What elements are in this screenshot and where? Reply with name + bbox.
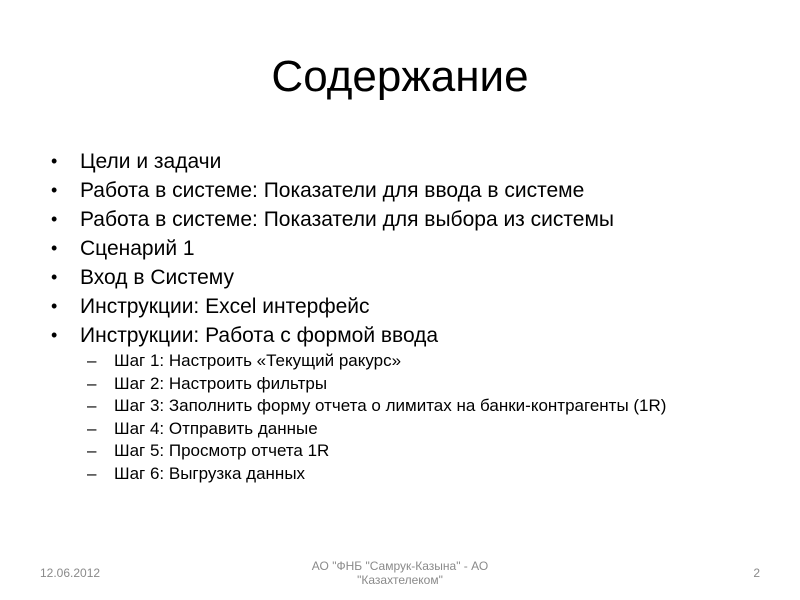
bullet-icon: • — [51, 267, 58, 287]
footer-organization-line-1: АО "ФНБ "Самрук-Казына" - АО — [311, 559, 489, 573]
sub-bullet-text: Шаг 5: Просмотр отчета 1R — [114, 441, 330, 460]
bullet-text: Цели и задачи — [80, 150, 222, 173]
sub-bullet-step-4 — [40, 418, 734, 441]
sub-bullet-step-2 — [40, 373, 734, 396]
bullet-icon: • — [51, 325, 58, 345]
bullet-icon: • — [51, 296, 58, 316]
bullet-icon: • — [51, 151, 58, 171]
dash-icon: – — [87, 418, 97, 438]
bullet-item-excel-instructions — [40, 292, 760, 321]
slide-title: Содержание — [271, 52, 529, 101]
sub-bullet-list — [40, 350, 760, 485]
bullet-item-input-indicators — [40, 176, 760, 205]
bullet-item-goals — [40, 147, 760, 176]
sub-bullet-text: Шаг 4: Отправить данные — [114, 418, 318, 438]
bullet-text: Работа в системе: Показатели для выбора из системы — [80, 208, 614, 231]
bullet-list — [40, 147, 760, 350]
bullet-item-form-instructions — [40, 321, 760, 350]
bullet-text: Сценарий 1 — [80, 237, 195, 260]
footer-date: 12.06.2012 — [40, 566, 101, 580]
dash-icon: – — [87, 463, 97, 483]
sub-bullet-step-3 — [40, 395, 734, 418]
bullet-icon: • — [51, 238, 58, 258]
dash-icon: – — [87, 373, 97, 393]
sub-bullet-text: Шаг 6: Выгрузка данных — [114, 463, 306, 483]
bullet-item-selection-indicators — [40, 205, 760, 234]
bullet-text: Работа в системе: Показатели для ввода в системе — [80, 179, 585, 202]
bullet-text: Инструкции: Работа с формой ввода — [80, 324, 439, 347]
bullet-text: Инструкции: Excel интерфейс — [80, 295, 370, 318]
footer-organization — [300, 559, 500, 600]
bullet-item-login — [40, 263, 760, 292]
bullet-icon: • — [51, 209, 58, 229]
slide-content — [40, 147, 760, 485]
sub-bullet-step-6 — [40, 463, 734, 486]
sub-bullet-text: Шаг 2: Настроить фильтры — [114, 373, 328, 393]
sub-bullet-text: Шаг 3: Заполнить форму отчета о лимитах на банки-контрагенты (1R) — [114, 396, 667, 415]
footer-page-number: 2 — [753, 566, 760, 580]
sub-bullet-step-1 — [40, 350, 734, 373]
dash-icon: – — [87, 441, 97, 460]
bullet-item-scenario — [40, 234, 760, 263]
sub-bullet-text: Шаг 1: Настроить «Текущий ракурс» — [114, 351, 402, 370]
dash-icon: – — [87, 351, 97, 370]
bullet-icon: • — [51, 180, 58, 200]
sub-bullet-step-5 — [40, 440, 734, 463]
dash-icon: – — [87, 396, 97, 415]
bullet-text: Вход в Систему — [80, 266, 234, 289]
footer-organization-line-2: "Казахтелеком" — [357, 573, 443, 587]
